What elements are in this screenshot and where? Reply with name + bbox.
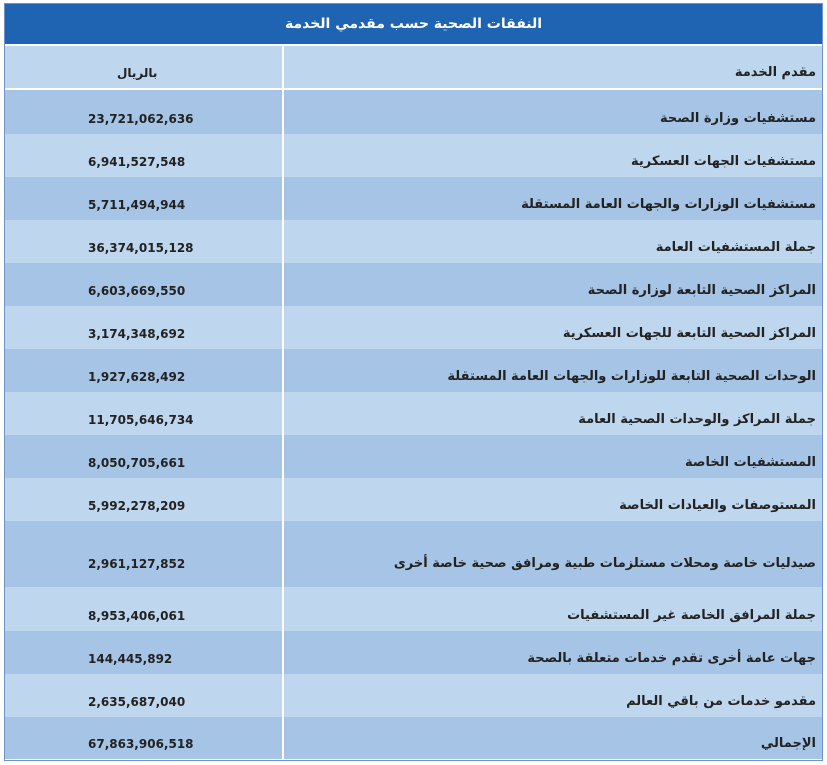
table-row [5, 478, 822, 521]
row-label: جملة المراكز والوحدات الصحية العامة [282, 392, 822, 435]
table-header-row [5, 46, 822, 90]
row-value: 2,635,687,040 [88, 695, 186, 709]
table-row [5, 587, 822, 631]
row-label: المراكز الصحية التابعة لوزارة الصحة [282, 263, 822, 306]
total-label: الإجمالي [282, 717, 822, 759]
table-row [5, 90, 822, 134]
table-title: النفقات الصحية حسب مقدمي الخدمة [5, 4, 822, 46]
table-row [5, 177, 822, 220]
table-row [5, 435, 822, 478]
table-row [5, 631, 822, 674]
table-row [5, 349, 822, 392]
row-label: صيدليات خاصة ومحلات مستلزمات طبية ومرافق صحية خاصة أخرى [282, 521, 822, 587]
row-value: 8,050,705,661 [88, 456, 186, 470]
row-label: مستشفيات وزارة الصحة [282, 90, 822, 134]
row-value: 5,711,494,944 [88, 198, 186, 212]
table-row [5, 220, 822, 263]
row-label: جملة المرافق الخاصة غير المستشفيات [282, 587, 822, 631]
row-label: المراكز الصحية التابعة للجهات العسكرية [282, 306, 822, 349]
row-label: مقدمو خدمات من باقي العالم [282, 674, 822, 717]
header-provider: مقدم الخدمة [282, 46, 822, 88]
row-value: 144,445,892 [88, 652, 173, 666]
row-value: 23,721,062,636 [88, 112, 194, 126]
row-label: المستشفيات الخاصة [282, 435, 822, 478]
health-expenditure-table [4, 3, 823, 761]
table-row [5, 134, 822, 177]
row-value: 8,953,406,061 [88, 609, 186, 623]
row-value: 2,961,127,852 [88, 557, 186, 571]
row-label: مستشفيات الجهات العسكرية [282, 134, 822, 177]
row-value: 36,374,015,128 [88, 241, 194, 255]
row-value: 5,992,278,209 [88, 499, 186, 513]
row-label: المستوصفات والعيادات الخاصة [282, 478, 822, 521]
header-amount: بالريال [117, 66, 158, 80]
table-row-total [5, 717, 822, 759]
row-label: جهات عامة أخرى تقدم خدمات متعلقة بالصحة [282, 631, 822, 674]
row-value: 3,174,348,692 [88, 327, 186, 341]
row-value: 6,603,669,550 [88, 284, 186, 298]
total-value: 67,863,906,518 [88, 737, 194, 751]
row-label: جملة المستشفيات العامة [282, 220, 822, 263]
row-value: 1,927,628,492 [88, 370, 186, 384]
row-label: مستشفيات الوزارات والجهات العامة المستقلة [282, 177, 822, 220]
row-value: 6,941,527,548 [88, 155, 186, 169]
table-row [5, 674, 822, 717]
row-label: الوحدات الصحية التابعة للوزارات والجهات العامة المستقلة [282, 349, 822, 392]
table-row [5, 521, 822, 587]
table-row [5, 392, 822, 435]
table-row [5, 306, 822, 349]
table-row [5, 263, 822, 306]
row-value: 11,705,646,734 [88, 413, 194, 427]
